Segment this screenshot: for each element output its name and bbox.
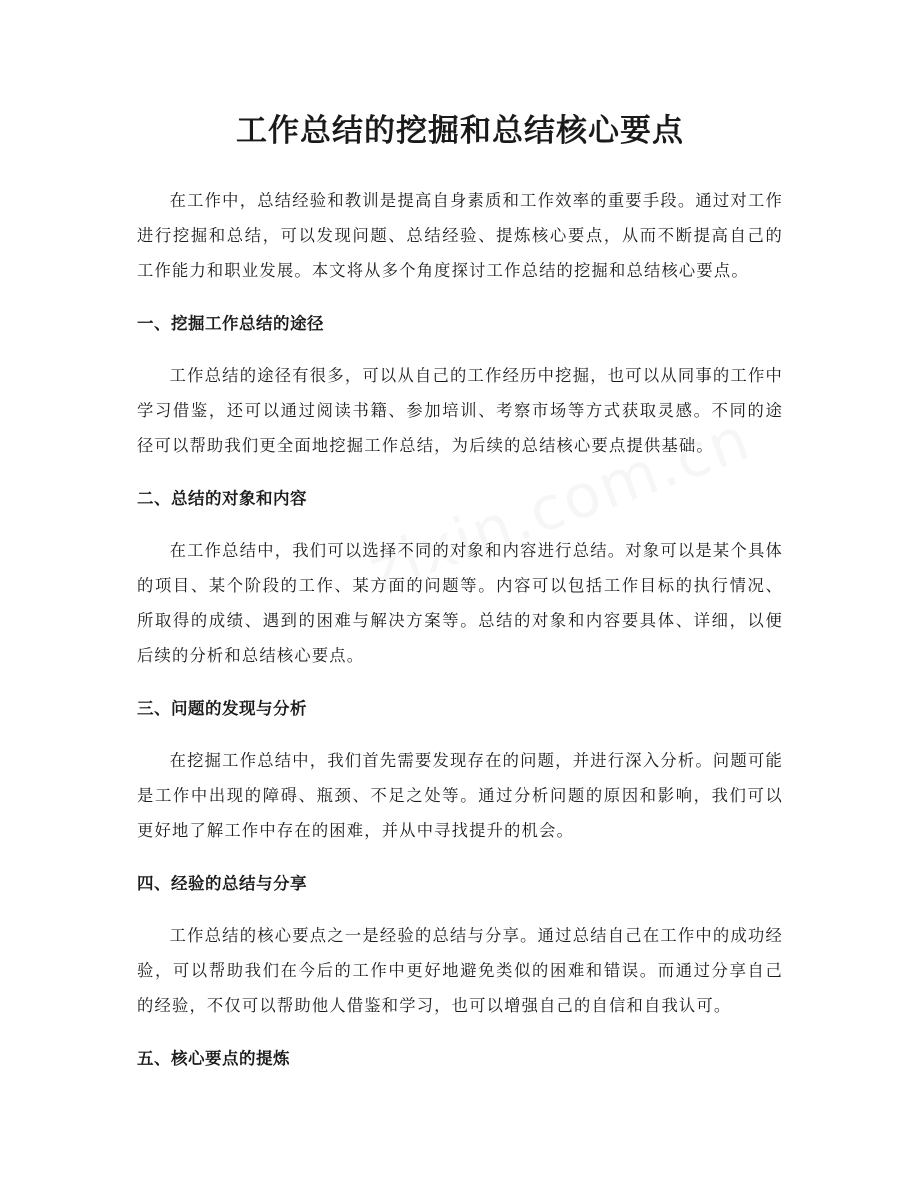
intro-paragraph: 在工作中，总结经验和教训是提高自身素质和工作效率的重要手段。通过对工作进行挖掘和总结，可以发现问题、总结经验、提炼核心要点，从而不断提高自己的工作能力和职业发展。本文将从多个角度探讨工作总结的挖掘和总结核心要点。 [137,191,783,280]
section-heading-4: 四、经验的总结与分享 [137,874,307,893]
section-heading-1: 一、挖掘工作总结的途径 [137,314,324,333]
page-title: 工作总结的挖掘和总结核心要点 [236,113,684,149]
section-heading-3: 三、问题的发现与分析 [137,699,307,718]
section-heading-5: 五、核心要点的提炼 [137,1049,290,1068]
section-body-2: 在工作总结中，我们可以选择不同的对象和内容进行总结。对象可以是某个具体的项目、某个阶段的工作、某方面的问题等。内容可以包括工作目标的执行情况、所取得的成绩、遇到的困难与解决方案等。总结的对象和内容要具体、详细，以便后续的分析和总结核心要点。 [137,541,783,665]
section-heading-2: 二、总结的对象和内容 [137,489,307,508]
section-body-1: 工作总结的途径有很多，可以从自己的工作经历中挖掘，也可以从同事的工作中学习借鉴，还可以通过阅读书籍、参加培训、考察市场等方式获取灵感。不同的途径可以帮助我们更全面地挖掘工作总结，为后续的总结核心要点提供基础。 [137,366,783,455]
section-body-4: 工作总结的核心要点之一是经验的总结与分享。通过总结自己在工作中的成功经验，可以帮助我们在今后的工作中更好地避免类似的困难和错误。而通过分享自己的经验，不仅可以帮助他人借鉴和学习，也可以增强自己的自信和自我认可。 [137,926,783,1015]
section-body-3: 在挖掘工作总结中，我们首先需要发现存在的问题，并进行深入分析。问题可能是工作中出现的障碍、瓶颈、不足之处等。通过分析问题的原因和影响，我们可以更好地了解工作中存在的困难，并从中寻找提升的机会。 [137,751,783,840]
document-body [137,183,783,1076]
